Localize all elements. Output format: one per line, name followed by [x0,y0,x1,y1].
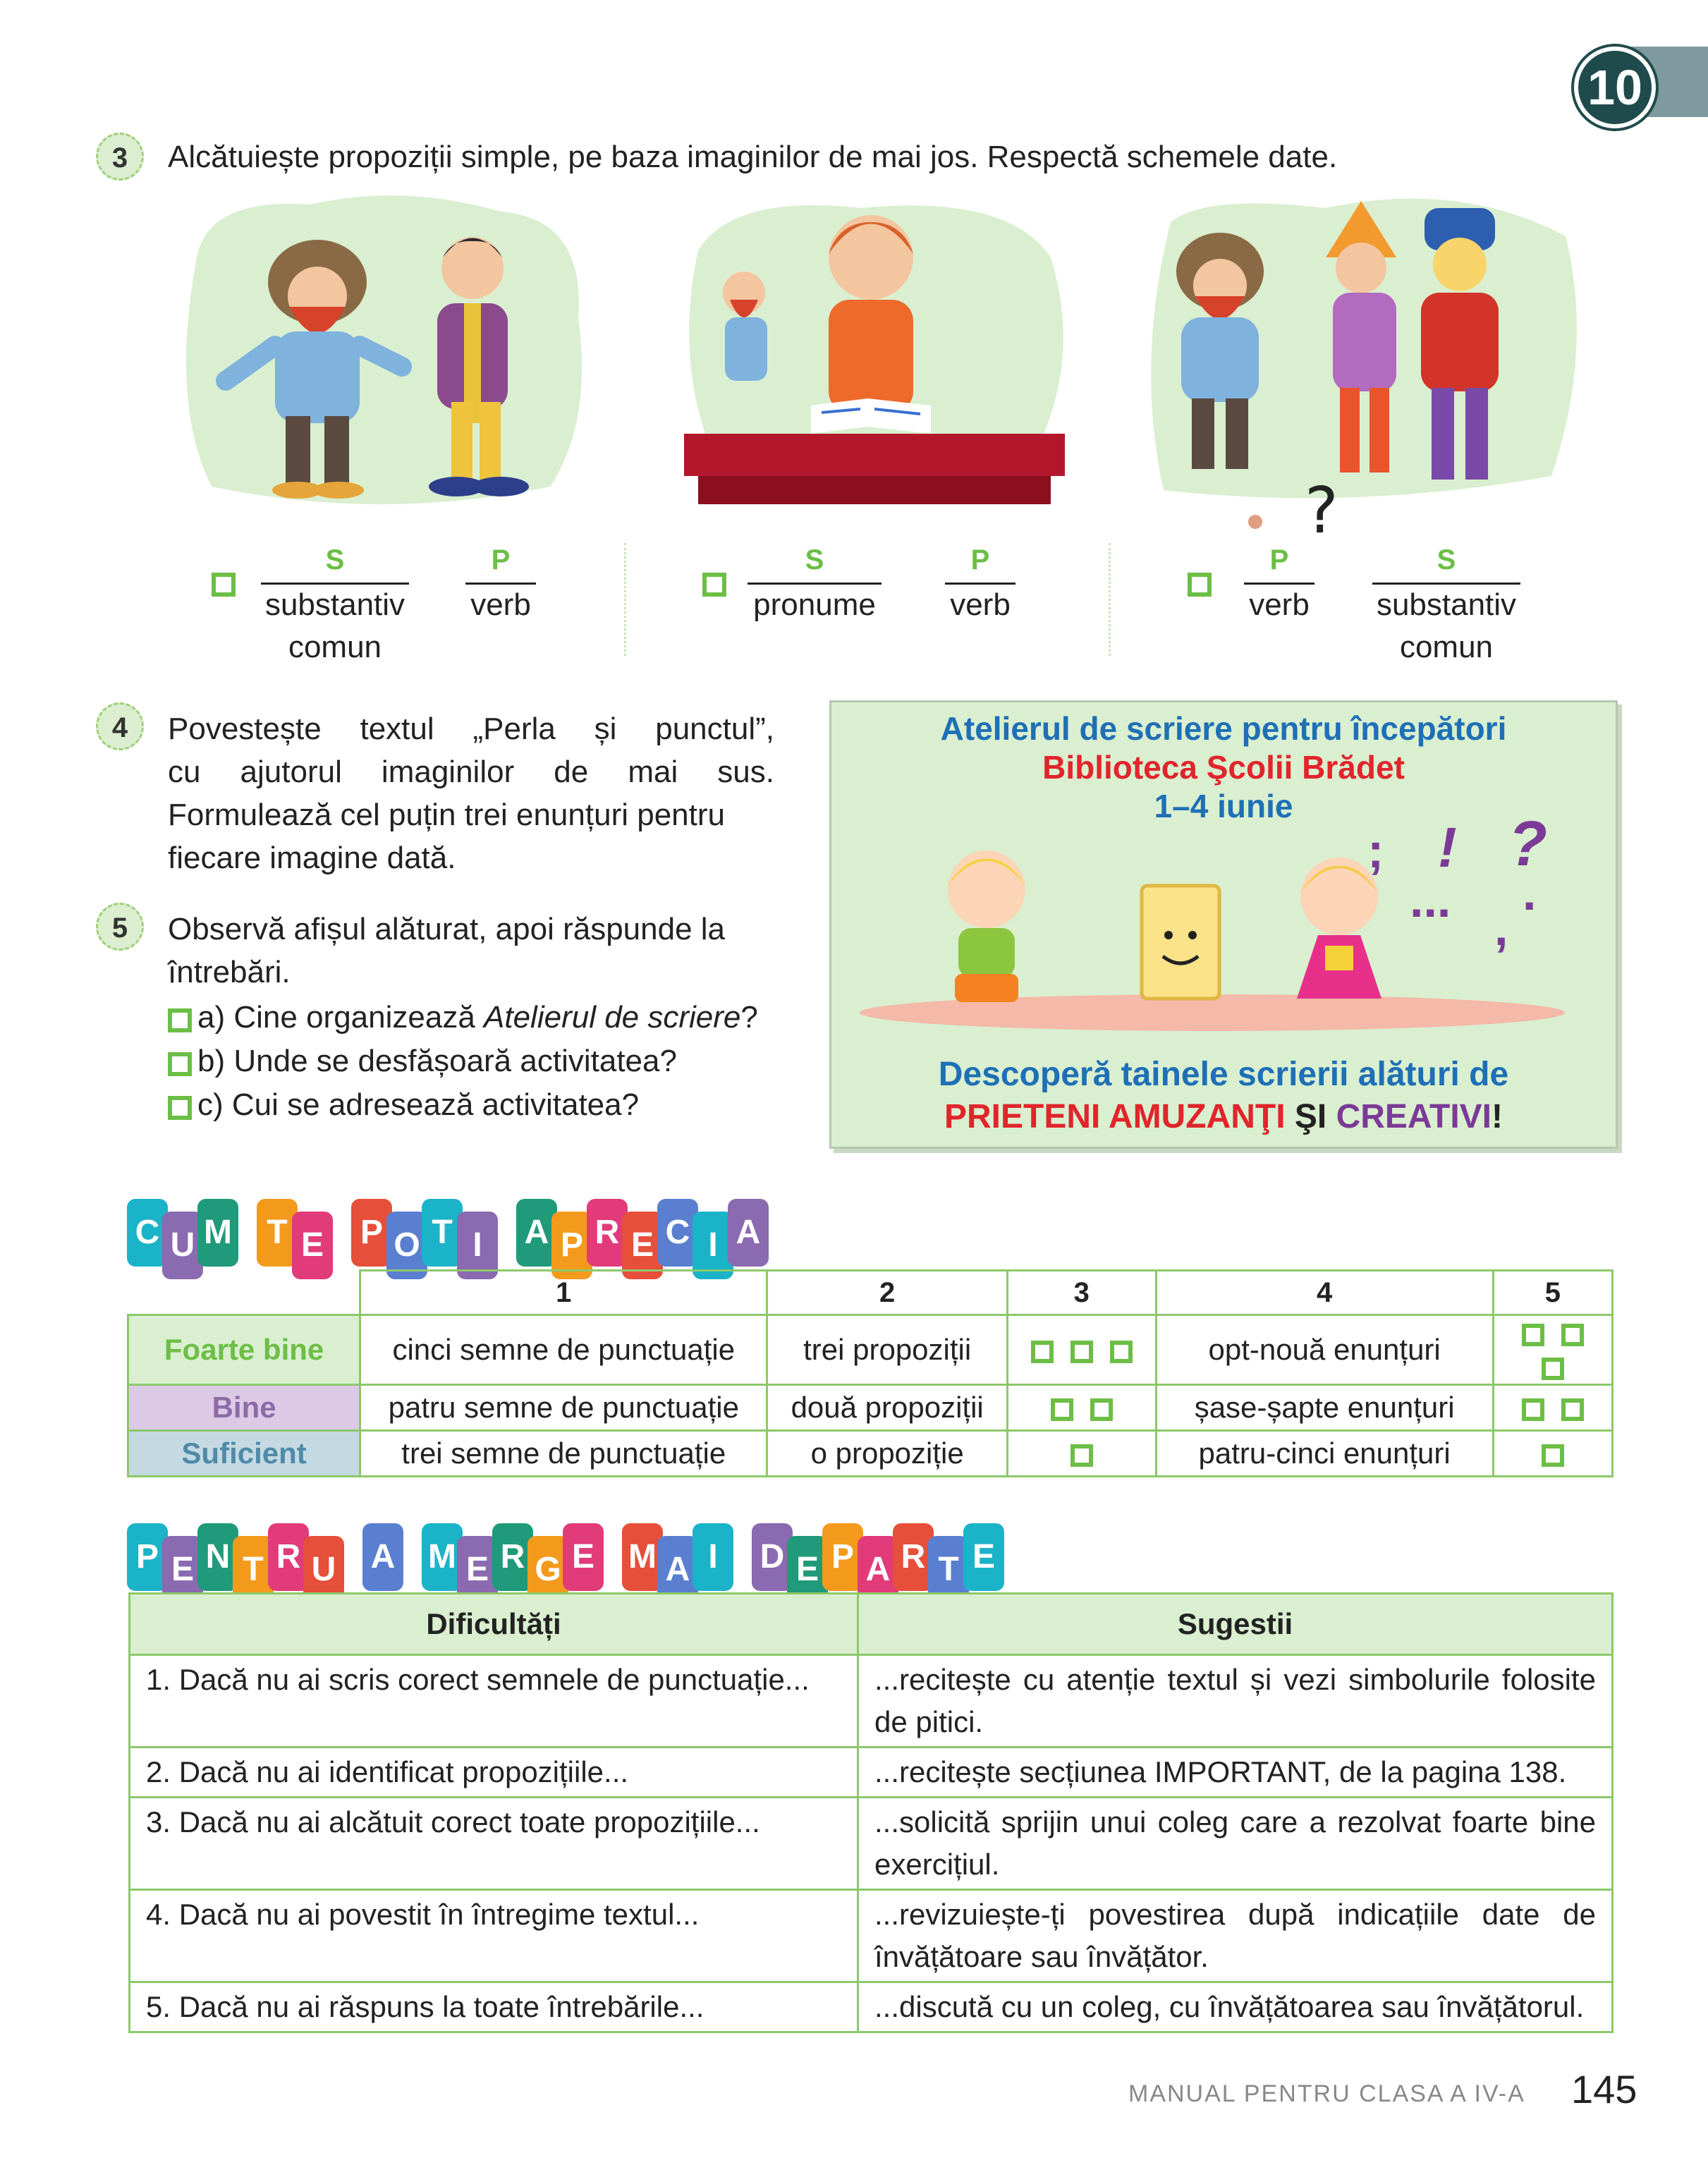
heading-letter-tile: R [268,1523,309,1591]
heading-letter-tile: R [893,1523,934,1591]
assessment-checkbox[interactable] [1522,1398,1544,1421]
heading-letter-tile: P [822,1523,863,1591]
level-suficient: Suficient [128,1431,360,1477]
svg-text:?: ? [1305,474,1338,532]
scheme-3-predicate-word: verb [1249,587,1310,622]
question-a-checkbox[interactable] [168,1008,192,1032]
scheme-1-checkbox[interactable] [212,573,236,597]
illustration-dwarf-and-teacher [677,194,1072,518]
table-cell: cinci semne de punctuație [360,1315,767,1385]
assessment-checkbox[interactable] [1542,1358,1564,1380]
heading-letter-tile: A [858,1536,898,1604]
heading-letter-tile: R [587,1199,628,1267]
scheme-2-subject-word: pronume [753,587,876,622]
exercise-4-line: cu ajutorul imaginilor de mai sus. [168,755,774,789]
scheme-3-predicate-letter: P [1269,544,1289,575]
heading-letter-tile: T [257,1199,298,1267]
scheme-1-predicate-word: verb [470,587,531,622]
checkbox-group[interactable] [1493,1315,1612,1385]
suggestion-cell: ...discută cu un coleg, cu învățătoarea sau învățătorul. [858,1982,1613,2032]
scheme-2-predicate-word: verb [950,587,1011,622]
difficulty-cell: 2. Dacă nu ai identificat propozițiile... [130,1748,858,1798]
scheme-3-subject-letter: S [1436,544,1456,575]
exercise-5-line: Observă afișul alăturat, apoi răspunde la [168,912,726,946]
heading-letter-tile: A [362,1523,403,1591]
column-header-3: 3 [1007,1271,1156,1315]
heading-letter-tile: A [728,1199,769,1267]
heading-letter-tile: R [492,1523,533,1591]
scheme-3-line [1372,583,1520,585]
question-c-checkbox[interactable] [168,1096,192,1120]
poster-date: 1–4 iunie [1154,788,1293,824]
workshop-poster [829,700,1618,1149]
slogan-exclamation: ! [1492,1098,1503,1135]
scheme-2-checkbox[interactable] [702,573,726,597]
question-b-checkbox[interactable] [168,1052,192,1076]
exercise-4-line: Formulează cel puțin trei enunțuri pentru [168,798,725,832]
heading-letter-tile: D [752,1523,793,1591]
level-foarte-bine: Foarte bine [128,1315,360,1385]
table-cell: trei propoziții [767,1315,1008,1385]
suggestion-cell: ...revizuiește-ți povestirea după indicațiile date de învățătoare sau învățător. [858,1890,1613,1982]
heading-letter-tile: M [422,1523,463,1591]
heading-letter-tile: E [162,1536,203,1604]
poster-place: Biblioteca Şcolii Brădet [1042,749,1405,786]
heading-letter-tile: U [162,1212,203,1279]
question-a-prefix: a) Cine organizează [197,1000,484,1035]
heading-letter-tile: I [457,1212,498,1279]
illustration-dwarf-and-two-elves [1142,180,1580,532]
suggestions-table [128,1592,1614,2033]
question-a-italic: Atelierul de scriere [484,1000,741,1035]
difficulty-cell: 3. Dacă nu ai alcătuit corect toate propozițiile... [130,1798,858,1890]
table-row [128,1315,1613,1385]
checkbox-group[interactable] [1007,1385,1156,1431]
table-row [128,1385,1613,1431]
scheme-3-line [1244,583,1314,585]
heading-letter-tile: O [386,1212,427,1279]
poster-title: Atelierul de scriere pentru începători [940,710,1507,747]
suggestion-cell: ...solicită sprijin unui coleg care a rezolvat foarte bine exercițiul. [858,1798,1613,1890]
table-cell: două propoziții [767,1385,1008,1431]
assessment-checkbox[interactable] [1561,1324,1584,1346]
table-cell: patru semne de punctuație [360,1385,767,1431]
assessment-checkbox[interactable] [1522,1324,1544,1346]
scheme-1-predicate-letter: P [491,544,511,575]
scheme-1-line [261,583,409,585]
scheme-2-line [748,583,882,585]
heading-letter-tile: P [551,1212,592,1279]
exercise-5-line: întrebări. [168,955,291,989]
slogan-and: ŞI [1285,1098,1336,1135]
assessment-checkbox[interactable] [1561,1398,1584,1421]
footer-manual-label: MANUAL PENTRU CLASA A IV-A [1128,2080,1525,2107]
self-assessment-table [127,1269,1614,1477]
heading-letter-tile: E [292,1212,333,1279]
chapter-number: 10 [1574,47,1656,128]
exercise-4-line: Povestește textul „Perla și punctul”, [168,712,774,746]
table-cell: opt-nouă enunțuri [1156,1315,1493,1385]
scheme-1-subject-word-2: comun [288,630,382,664]
page-number: 145 [1571,2067,1637,2111]
poster-slogan-line-1: Descoperă tainele scrierii alături de [938,1056,1509,1093]
table-corner [128,1271,360,1315]
column-header-4: 4 [1156,1271,1493,1315]
heading-letter-tile: M [197,1199,238,1267]
suggestion-cell: ...recitește secțiunea IMPORTANT, de la pagina 138. [858,1748,1613,1798]
heading-letter-tile: E [622,1212,663,1279]
heading-letter-tile: T [233,1536,274,1604]
scheme-2-predicate-letter: P [970,544,990,575]
assessment-checkbox[interactable] [1070,1444,1093,1467]
heading-letter-tile: E [787,1536,828,1604]
heading-letter-tile: N [197,1523,238,1591]
checkbox-group[interactable] [1493,1431,1612,1477]
table-row [130,1798,1613,1890]
checkbox-group[interactable] [1493,1385,1612,1431]
heading-letter-tile: E [963,1523,1004,1591]
level-bine: Bine [128,1385,360,1431]
table-row [130,1982,1613,2032]
scheme-1-subject-letter: S [325,544,345,575]
heading-letter-tile: G [527,1536,568,1604]
poster-slogan-line-2 [831,1097,1616,1136]
exercise-4-line: fiecare imagine dată. [168,841,456,875]
heading-letter-tile: M [622,1523,663,1591]
poster-punctuation-marks [1353,808,1607,970]
punctuation-question: ? [1508,809,1547,879]
exercise-5-text [168,908,774,994]
scheme-2-subject-letter: S [805,544,824,575]
scheme-1-line [465,583,536,585]
exercise-3-instruction: Alcătuiește propoziții simple, pe baza imaginilor de mai jos. Respectă schemele date. [168,140,1338,174]
scheme-3-subject-word-2: comun [1399,630,1494,664]
difficulty-cell: 5. Dacă nu ai răspuns la toate întrebările... [130,1982,858,2032]
table-cell: o propoziție [767,1431,1008,1477]
heading-letter-tile: A [516,1199,557,1267]
heading-letter-tile: C [657,1199,698,1267]
column-header-2: 2 [767,1271,1008,1315]
suggestion-cell: ...recitește cu atenție textul și vezi simbolurile folosite de pitici. [858,1655,1613,1748]
punctuation-period: . [1523,865,1537,920]
heading-letter-tile: T [422,1199,463,1267]
checkbox-group[interactable] [1007,1315,1156,1385]
scheme-2-line [945,583,1015,585]
slogan-creative: CREATIVI [1336,1098,1492,1135]
question-a-suffix: ? [740,1000,758,1035]
assessment-checkbox[interactable] [1542,1444,1564,1467]
question-b: b) Unde se desfășoară activitatea? [197,1044,677,1078]
heading-letter-tile: E [563,1523,604,1591]
heading-letter-tile: I [693,1212,733,1279]
column-header-5: 5 [1493,1271,1612,1315]
assessment-checkbox[interactable] [1070,1341,1093,1363]
assessment-checkbox[interactable] [1051,1398,1073,1421]
table-cell: trei semne de punctuație [360,1431,767,1477]
table-cell: patru-cinci enunțuri [1156,1431,1493,1477]
table-row [130,1748,1613,1798]
exercise-5-number: 5 [96,903,144,951]
heading-letter-tile: U [303,1536,344,1604]
heading-letter-tile: T [928,1536,969,1604]
question-c: c) Cui se adresează activitatea? [197,1087,640,1122]
table-row [128,1431,1613,1477]
heading-letter-tile: E [457,1536,498,1604]
punctuation-exclamation: ! [1438,816,1457,879]
illustration-dwarf-and-boy [169,190,592,515]
heading-letter-tile: A [657,1536,698,1604]
table-cell: șase-șapte enunțuri [1156,1385,1493,1431]
scheme-3-checkbox[interactable] [1188,573,1212,597]
heading-letter-tile: P [351,1199,392,1267]
punctuation-ellipsis: ... [1410,872,1451,927]
heading-letter-tile: I [693,1523,733,1591]
assessment-checkbox[interactable] [1110,1341,1133,1363]
assessment-checkbox[interactable] [1090,1398,1113,1421]
scheme-3-subject-word: substantiv [1376,587,1517,622]
scheme-divider [1109,543,1111,656]
checkbox-group[interactable] [1007,1431,1156,1477]
punctuation-semicolon: ; [1367,823,1384,878]
header-suggestions: Sugestii [858,1594,1613,1655]
punctuation-comma: , [1494,901,1508,956]
exercise-4-text [168,707,774,879]
table-row [130,1890,1613,1982]
column-header-1: 1 [360,1271,767,1315]
difficulty-cell: 4. Dacă nu ai povestit în întregime textul... [130,1890,858,1982]
scheme-1-subject-word: substantiv [264,587,405,622]
header-difficulties: Dificultăți [130,1594,858,1655]
exercise-3-number: 3 [96,133,144,181]
heading-letter-tile: C [127,1199,168,1267]
exercise-4-number: 4 [96,702,144,750]
question-a [197,996,758,1039]
assessment-checkbox[interactable] [1031,1341,1054,1363]
heading-letter-tile: P [127,1523,168,1591]
table-row [130,1655,1613,1748]
difficulty-cell: 1. Dacă nu ai scris corect semnele de punctuație... [130,1655,858,1748]
slogan-friends: PRIETENI AMUZANŢI [944,1098,1286,1135]
scheme-divider [624,543,626,656]
